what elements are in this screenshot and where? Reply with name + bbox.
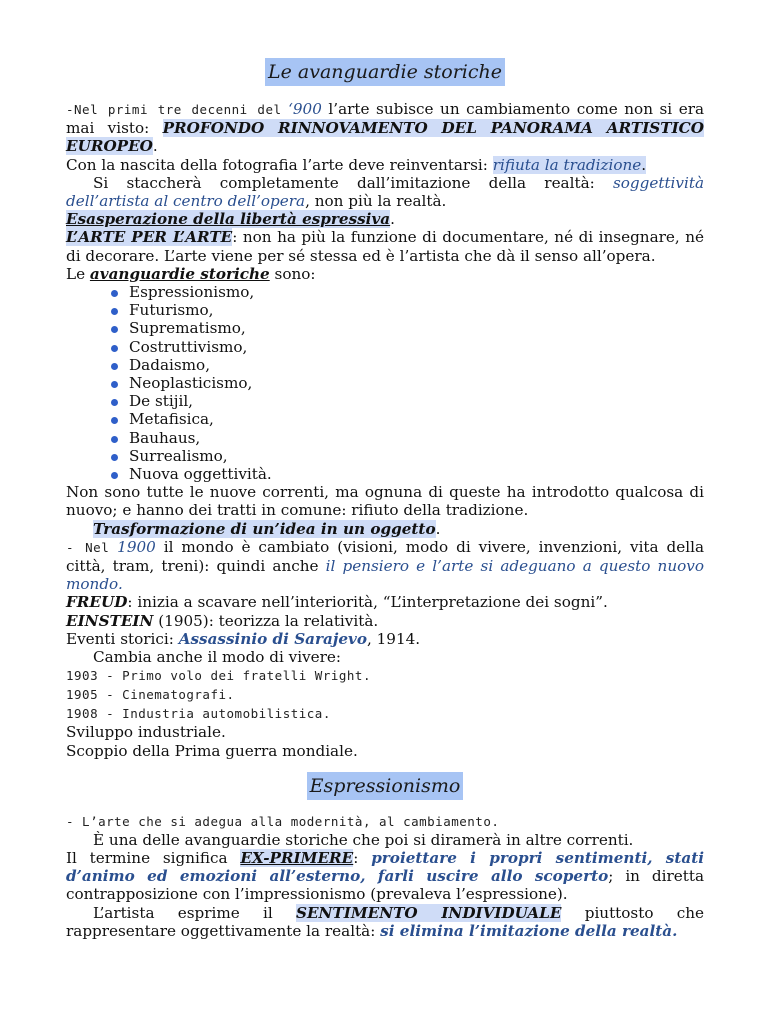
- handwritten-intro: - L’arte che si adegua alla modernità, al cambiamento.: [66, 813, 500, 829]
- list-item: Bauhaus,: [106, 429, 704, 447]
- paragraph-freud: FREUD: inizia a scavare nell’interiorità, “L’interpretazione dei sogni”.: [66, 593, 608, 612]
- paragraph-avanguardie-sono: Le avanguardie storiche sono:: [66, 264, 316, 283]
- paragraph-eventi-storici: Eventi storici: Assassinio di Sarajevo, 1914.: [66, 629, 421, 648]
- paragraph-einstein: EINSTEIN (1905): teorizza la relatività.: [66, 611, 379, 630]
- paragraph-1900: - Nel 1900 il mondo è cambiato (visioni, modo di vivere, invenzioni, vita della città, tram, treni): quindi anche il pensiero e l’arte si adeguano a questo nuovo mondo.: [66, 537, 704, 594]
- bullet-icon: [111, 345, 118, 352]
- list-item: Suprematismo,: [106, 319, 704, 337]
- bullet-icon: [111, 454, 118, 461]
- handwritten-line: 1908 - Industria automobilistica.: [66, 706, 331, 722]
- list-item: Dadaismo,: [106, 356, 704, 374]
- paragraph-sviluppo: Sviluppo industriale.: [66, 723, 226, 742]
- list-item: Costruttivismo,: [106, 338, 704, 356]
- list-item: Futurismo,: [106, 301, 704, 319]
- section-title-espressionismo: Espressionismo: [66, 772, 704, 804]
- handwritten-line: 1905 - Cinematografi.: [66, 687, 235, 703]
- bullet-icon: [111, 381, 118, 388]
- bullet-icon: [111, 290, 118, 297]
- document-content: [66, 58, 704, 940]
- paragraph-diramera: È una delle avanguardie storiche che poi si diramerà in altre correnti.: [93, 830, 634, 849]
- list-item: De stijil,: [106, 392, 704, 410]
- bullet-icon: [111, 417, 118, 424]
- highlight-rinnovamento: PROFONDO RINNOVAMENTO DEL PANORAMA ARTISTICO EUROPEO: [66, 119, 704, 156]
- handwritten-line: 1903 - Primo volo dei fratelli Wright.: [66, 668, 371, 684]
- paragraph-imitazione: Si staccherà completamente dall’imitazione della realtà: soggettività dell’artista al centro dell’opera, non più la realtà.: [66, 173, 704, 211]
- paragraph-modo-di-vivere: Cambia anche il modo di vivere:: [93, 648, 342, 667]
- paragraph-intro: -Nel primi tre decenni del ‘900 l’arte subisce un cambiamento come non si era mai visto: PROFONDO RINNOVAMENTO DEL PANORAMA ARTISTICO EUROPEO.: [66, 100, 705, 156]
- avanguardie-list: [66, 283, 704, 483]
- paragraph-ex-primere: Il termine significa EX-PRIMERE: proiettare i propri sentimenti, stati d’animo ed emozioni all’esterno, farli uscire allo scoperto; in diretta contrapposizione con l’impressionismo (prevaleva l’espressione).: [66, 848, 705, 904]
- paragraph-guerra: Scoppio della Prima guerra mondiale.: [66, 741, 358, 760]
- paragraph-esasperazione: Esasperazione della libertà espressiva.: [66, 210, 395, 229]
- section-title-avanguardie: Le avanguardie storiche: [66, 58, 704, 90]
- paragraph-trasformazione: Trasformazione di un’idea in un oggetto.: [93, 519, 441, 538]
- paragraph-sentimento: L’artista esprime il SENTIMENTO INDIVIDUALE piuttosto che rappresentare oggettivamente la realtà: si elimina l’imitazione della realtà.: [66, 903, 704, 940]
- bullet-icon: [111, 326, 118, 333]
- list-item: Espressionismo,: [106, 283, 704, 301]
- paragraph-fotografia: Con la nascita della fotografia l’arte deve reinventarsi: rifiuta la tradizione.: [66, 155, 647, 174]
- paragraph-nuove-correnti: Non sono tutte le nuove correnti, ma ognuna di queste ha introdotto qualcosa di nuovo; e hanno dei tratti in comune: rifiuto della tradizione.: [66, 483, 704, 520]
- paragraph-arte-per-arte: L’ARTE PER L’ARTE: non ha più la funzione di documentare, né di insegnare, né di decorare. L’arte viene per sé stessa ed è l’artista che dà il senso all’opera.: [66, 228, 704, 265]
- bullet-icon: [111, 399, 118, 406]
- bullet-icon: [111, 436, 118, 443]
- list-item: Metafisica,: [106, 410, 704, 428]
- list-item: Nuova oggettività.: [106, 465, 704, 483]
- bullet-icon: [111, 308, 118, 315]
- bullet-icon: [111, 363, 118, 370]
- list-item: Surrealismo,: [106, 447, 704, 465]
- bullet-icon: [111, 472, 118, 479]
- list-item: Neoplasticismo,: [106, 374, 704, 392]
